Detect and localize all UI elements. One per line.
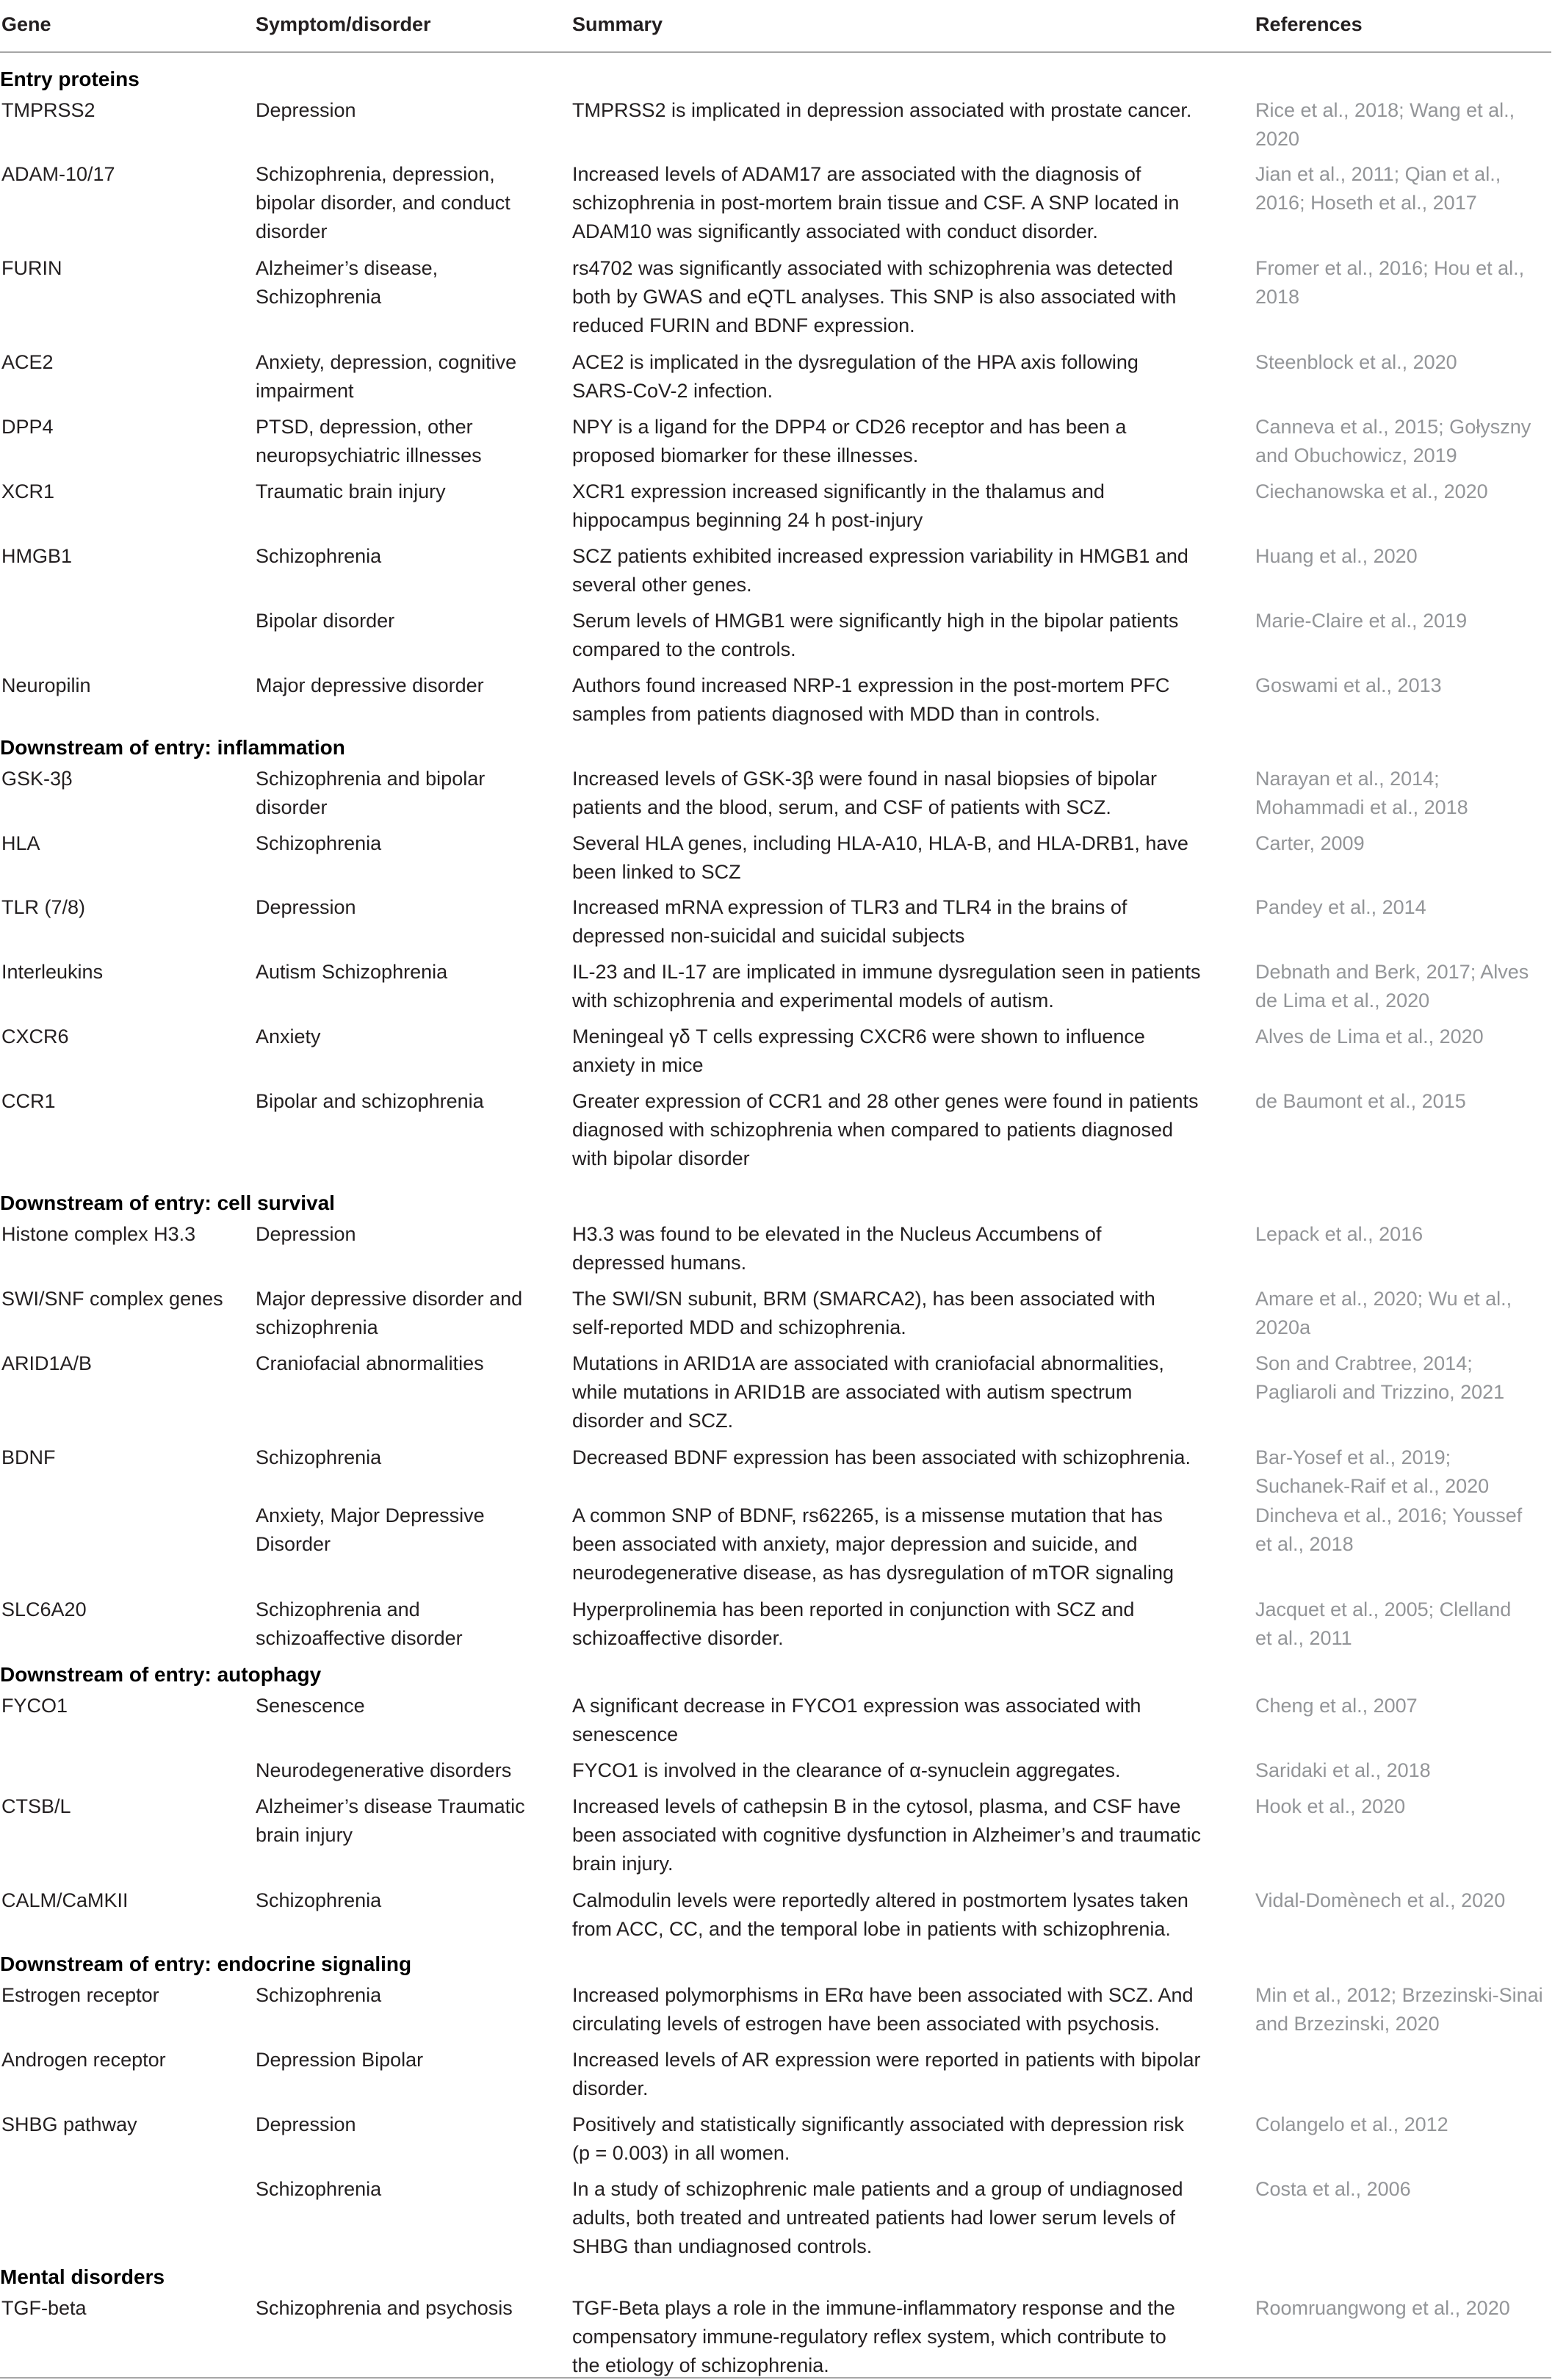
symptom-line: bipolar disorder, and conduct (256, 192, 510, 214)
summary-cell (572, 477, 1233, 535)
summary-line: H3.3 was found to be elevated in the Nucleus Accumbens of (572, 1223, 1102, 1245)
gene-line: Interleukins (1, 961, 104, 983)
references-cell (1255, 1886, 1549, 1915)
references-cell (1255, 1792, 1549, 1821)
symptom-cell (256, 958, 549, 987)
summary-line: TGF-Beta plays a role in the immune-inflammatory response and the (572, 2297, 1175, 2319)
symptom-line: Schizophrenia (256, 1446, 382, 1468)
symptom-cell (256, 1981, 549, 2010)
references-line: Lepack et al., 2016 (1255, 1223, 1424, 1245)
gene-line: ARID1A/B (1, 1352, 93, 1374)
references-cell (1255, 1023, 1549, 1051)
references-cell (1255, 2110, 1549, 2139)
gene-line: CALM/CaMKII (1, 1889, 129, 1911)
summary-cell (572, 1285, 1233, 1342)
summary-line: been linked to SCZ (572, 861, 741, 883)
symptom-cell (256, 1285, 549, 1342)
references-line: Ciechanowska et al., 2020 (1255, 480, 1488, 502)
symptom-line: PTSD, depression, other (256, 416, 473, 438)
symptom-cell (256, 2046, 549, 2074)
symptom-line: Bipolar disorder (256, 610, 395, 632)
references-line: Pandey et al., 2014 (1255, 896, 1426, 918)
references-cell (1255, 1443, 1549, 1501)
symptom-cell (256, 1501, 549, 1559)
summary-line: Several HLA genes, including HLA-A10, HLA-B, and HLA-DRB1, have (572, 832, 1188, 854)
summary-line: self-reported MDD and schizophrenia. (572, 1316, 906, 1338)
gene-cell (1, 1595, 244, 1624)
summary-line: ACE2 is implicated in the dysregulation of the HPA axis following (572, 351, 1139, 373)
references-cell (1255, 1285, 1549, 1342)
section-heading: Downstream of entry: cell survival (0, 1191, 335, 1214)
symptom-cell (256, 1792, 549, 1850)
summary-line: IL-23 and IL-17 are implicated in immune dysregulation seen in patients (572, 961, 1201, 983)
summary-line: SCZ patients exhibited increased expression variability in HMGB1 and (572, 545, 1188, 567)
gene-line: SHBG pathway (1, 2113, 137, 2135)
references-line: Colangelo et al., 2012 (1255, 2113, 1448, 2135)
summary-line: Increased levels of AR expression were reported in patients with bipolar (572, 2049, 1201, 2071)
symptom-cell (256, 1692, 549, 1720)
gene-cell (1, 671, 244, 700)
summary-cell (572, 1981, 1233, 2038)
summary-cell (572, 1023, 1233, 1080)
symptom-line: schizophrenia (256, 1316, 378, 1338)
symptom-cell (256, 413, 549, 470)
references-cell (1255, 607, 1549, 635)
symptom-line: Major depressive disorder and (256, 1288, 523, 1310)
summary-line: schizophrenia in post-mortem brain tissue and CSF. A SNP located in (572, 192, 1180, 214)
header-summary: Summary (572, 13, 663, 35)
references-line: Jian et al., 2011; Qian et al., (1255, 163, 1501, 185)
references-line: 2020a (1255, 1316, 1311, 1338)
section-heading: Downstream of entry: inflammation (0, 736, 345, 759)
summary-line: Increased levels of cathepsin B in the cytosol, plasma, and CSF have (572, 1795, 1181, 1817)
summary-line: Increased levels of ADAM17 are associated with the diagnosis of (572, 163, 1141, 185)
symptom-line: Alzheimer’s disease, (256, 257, 439, 279)
symptom-line: brain injury (256, 1824, 353, 1846)
summary-line: rs4702 was significantly associated with schizophrenia was detected (572, 257, 1173, 279)
summary-cell (572, 1443, 1233, 1472)
gene-line: FURIN (1, 257, 62, 279)
gene-line: TLR (7/8) (1, 896, 86, 918)
symptom-line: Schizophrenia (256, 1889, 382, 1911)
references-cell (1255, 254, 1549, 311)
summary-line: In a study of schizophrenic male patients and a group of undiagnosed (572, 2178, 1183, 2200)
gene-line: FYCO1 (1, 1695, 68, 1717)
summary-cell (572, 2175, 1233, 2261)
references-line: Canneva et al., 2015; Gołyszny (1255, 416, 1531, 438)
symptom-cell (256, 1756, 549, 1785)
references-line: Vidal-Domènech et al., 2020 (1255, 1889, 1506, 1911)
summary-cell (572, 413, 1233, 470)
gene-cell (1, 1692, 244, 1720)
summary-line: schizoaffective disorder. (572, 1627, 784, 1649)
summary-line: Meningeal γδ T cells expressing CXCR6 were shown to influence (572, 1025, 1145, 1047)
references-cell (1255, 1756, 1549, 1785)
summary-cell (572, 1692, 1233, 1749)
symptom-line: Schizophrenia (256, 832, 382, 854)
summary-line: patients and the blood, serum, and CSF of patients with SCZ. (572, 796, 1111, 818)
references-cell (1255, 160, 1549, 217)
gene-cell (1, 1981, 244, 2010)
symptom-line: Traumatic brain injury (256, 480, 446, 502)
symptom-line: Depression (256, 896, 356, 918)
gene-line: XCR1 (1, 480, 55, 502)
summary-cell (572, 254, 1233, 340)
references-line: Cheng et al., 2007 (1255, 1695, 1418, 1717)
gene-line: ADAM-10/17 (1, 163, 115, 185)
symptom-cell (256, 2110, 549, 2139)
summary-line: diagnosed with schizophrenia when compared to patients diagnosed (572, 1119, 1174, 1141)
symptom-line: Disorder (256, 1533, 331, 1555)
symptom-line: Schizophrenia and psychosis (256, 2297, 513, 2319)
summary-line: ADAM10 was significantly associated with conduct disorder. (572, 220, 1098, 242)
summary-cell (572, 1886, 1233, 1944)
section-heading: Entry proteins (0, 68, 140, 90)
references-line: and Brzezinski, 2020 (1255, 2013, 1440, 2035)
symptom-line: Schizophrenia (256, 545, 382, 567)
symptom-line: Senescence (256, 1695, 365, 1717)
references-line: 2016; Hoseth et al., 2017 (1255, 192, 1477, 214)
summary-line: neurodegenerative disease, as has dysregulation of mTOR signaling (572, 1562, 1174, 1584)
references-cell (1255, 413, 1549, 470)
symptom-line: Schizophrenia (256, 286, 382, 308)
summary-line: A significant decrease in FYCO1 expression was associated with (572, 1695, 1141, 1717)
table-bottom-rule (0, 2377, 1551, 2379)
table-header-row (0, 0, 1551, 53)
symptom-cell (256, 893, 549, 922)
gene-line: Neuropilin (1, 674, 91, 696)
summary-line: brain injury. (572, 1853, 674, 1875)
summary-line: with schizophrenia and experimental models of autism. (572, 989, 1054, 1012)
symptom-line: disorder (256, 796, 328, 818)
summary-line: TMPRSS2 is implicated in depression associated with prostate cancer. (572, 99, 1192, 121)
gene-cell (1, 96, 244, 125)
references-line: Fromer et al., 2016; Hou et al., (1255, 257, 1525, 279)
references-cell (1255, 1981, 1549, 2038)
symptom-line: Autism Schizophrenia (256, 961, 448, 983)
gene-cell (1, 1349, 244, 1378)
section-heading: Downstream of entry: endocrine signaling (0, 1952, 412, 1975)
summary-cell (572, 1220, 1233, 1277)
summary-cell (572, 348, 1233, 405)
symptom-line: Bipolar and schizophrenia (256, 1090, 484, 1112)
summary-line: senescence (572, 1723, 679, 1745)
section-heading: Downstream of entry: autophagy (0, 1663, 322, 1686)
summary-line: Increased levels of GSK-3β were found in nasal biopsies of bipolar (572, 768, 1157, 790)
references-line: Hook et al., 2020 (1255, 1795, 1406, 1817)
references-cell (1255, 1220, 1549, 1249)
summary-line: Positively and statistically significantly associated with depression risk (572, 2113, 1184, 2135)
symptom-cell (256, 348, 549, 405)
references-line: Alves de Lima et al., 2020 (1255, 1025, 1484, 1047)
symptom-line: Anxiety, depression, cognitive (256, 351, 517, 373)
summary-cell (572, 1595, 1233, 1653)
references-line: Bar-Yosef et al., 2019; (1255, 1446, 1451, 1468)
summary-line: Increased polymorphisms in ERα have been associated with SCZ. And (572, 1984, 1194, 2006)
summary-line: several other genes. (572, 574, 752, 596)
gene-line: HLA (1, 832, 40, 854)
gene-cell (1, 893, 244, 922)
gene-cell (1, 1087, 244, 1116)
references-line: Carter, 2009 (1255, 832, 1365, 854)
references-line: et al., 2011 (1255, 1627, 1352, 1649)
gene-cell (1, 348, 244, 377)
symptom-cell (256, 1220, 549, 1249)
symptom-line: schizoaffective disorder (256, 1627, 463, 1649)
gene-cell (1, 1023, 244, 1051)
symptom-cell (256, 1087, 549, 1116)
header-gene: Gene (1, 13, 51, 35)
references-line: Saridaki et al., 2018 (1255, 1759, 1431, 1781)
gene-cell (1, 254, 244, 283)
gene-cell (1, 160, 244, 189)
references-cell (1255, 829, 1549, 858)
references-cell (1255, 2175, 1549, 2204)
references-cell (1255, 477, 1549, 506)
summary-cell (572, 607, 1233, 664)
summary-cell (572, 1349, 1233, 1435)
gene-line: TGF-beta (1, 2297, 87, 2319)
gene-line: HMGB1 (1, 545, 73, 567)
symptom-cell (256, 96, 549, 125)
summary-line: both by GWAS and eQTL analyses. This SNP is also associated with (572, 286, 1177, 308)
symptom-line: Schizophrenia and (256, 1598, 420, 1620)
summary-line: hippocampus beginning 24 h post-injury (572, 509, 923, 531)
symptom-cell (256, 2175, 549, 2204)
references-line: Steenblock et al., 2020 (1255, 351, 1457, 373)
summary-line: with bipolar disorder (572, 1147, 750, 1169)
symptom-cell (256, 477, 549, 506)
references-line: Jacquet et al., 2005; Clelland (1255, 1598, 1512, 1620)
symptom-line: Depression (256, 2113, 356, 2135)
gene-line: SLC6A20 (1, 1598, 87, 1620)
gene-line: Estrogen receptor (1, 1984, 159, 2006)
references-cell (1255, 96, 1549, 154)
gene-line: GSK-3β (1, 768, 73, 790)
summary-line: been associated with cognitive dysfunction in Alzheimer’s and traumatic (572, 1824, 1201, 1846)
references-cell (1255, 542, 1549, 571)
summary-line: samples from patients diagnosed with MDD than in controls. (572, 703, 1100, 725)
summary-line: adults, both treated and untreated patients had lower serum levels of (572, 2207, 1176, 2229)
summary-cell (572, 765, 1233, 822)
gene-line: Histone complex H3.3 (1, 1223, 196, 1245)
summary-line: while mutations in ARID1B are associated with autism spectrum (572, 1381, 1133, 1403)
summary-line: Serum levels of HMGB1 were significantly high in the bipolar patients (572, 610, 1179, 632)
summary-line: circulating levels of estrogen have been associated with psychosis. (572, 2013, 1160, 2035)
symptom-cell (256, 1443, 549, 1472)
references-cell (1255, 2294, 1549, 2323)
symptom-line: Neurodegenerative disorders (256, 1759, 512, 1781)
references-cell (1255, 958, 1549, 1015)
gene-line: CTSB/L (1, 1795, 71, 1817)
references-line: Marie-Claire et al., 2019 (1255, 610, 1468, 632)
summary-line: Hyperprolinemia has been reported in conjunction with SCZ and (572, 1598, 1135, 1620)
symptom-cell (256, 765, 549, 822)
symptom-line: Depression (256, 99, 356, 121)
summary-line: depressed humans. (572, 1252, 747, 1274)
gene-cell (1, 413, 244, 441)
references-line: Narayan et al., 2014; (1255, 768, 1440, 790)
symptom-line: Alzheimer’s disease Traumatic (256, 1795, 525, 1817)
references-line: Son and Crabtree, 2014; (1255, 1352, 1473, 1374)
symptom-line: Schizophrenia and bipolar (256, 768, 486, 790)
references-line: Amare et al., 2020; Wu et al., (1255, 1288, 1512, 1310)
symptom-cell (256, 542, 549, 571)
references-line: Debnath and Berk, 2017; Alves (1255, 961, 1529, 983)
symptom-cell (256, 1886, 549, 1915)
gene-cell (1, 1886, 244, 1915)
symptom-line: neuropsychiatric illnesses (256, 444, 482, 466)
references-line: Costa et al., 2006 (1255, 2178, 1411, 2200)
summary-line: NPY is a ligand for the DPP4 or CD26 receptor and has been a (572, 416, 1127, 438)
symptom-line: Schizophrenia (256, 1984, 382, 2006)
summary-line: depressed non-suicidal and suicidal subjects (572, 925, 965, 947)
summary-line: reduced FURIN and BDNF expression. (572, 314, 915, 336)
summary-line: anxiety in mice (572, 1054, 704, 1076)
symptom-line: Schizophrenia, depression, (256, 163, 495, 185)
summary-cell (572, 160, 1233, 246)
summary-line: XCR1 expression increased significantly in the thalamus and (572, 480, 1105, 502)
gene-cell (1, 1443, 244, 1472)
symptom-line: Depression Bipolar (256, 2049, 424, 2071)
references-cell (1255, 893, 1549, 922)
summary-line: SHBG than undiagnosed controls. (572, 2235, 873, 2257)
gene-line: CXCR6 (1, 1025, 69, 1047)
gene-cell (1, 2046, 244, 2074)
section-heading: Mental disorders (0, 2265, 165, 2288)
references-line: Huang et al., 2020 (1255, 545, 1418, 567)
references-line: Mohammadi et al., 2018 (1255, 796, 1468, 818)
gene-cell (1, 1792, 244, 1821)
summary-line: Greater expression of CCR1 and 28 other genes were found in patients (572, 1090, 1199, 1112)
gene-cell (1, 477, 244, 506)
gene-cell (1, 765, 244, 793)
summary-cell (572, 2046, 1233, 2103)
summary-line: proposed biomarker for these illnesses. (572, 444, 919, 466)
summary-line: Calmodulin levels were reportedly altered in postmortem lysates taken (572, 1889, 1188, 1911)
gene-line: TMPRSS2 (1, 99, 95, 121)
summary-line: SARS-CoV-2 infection. (572, 380, 773, 402)
references-line: Rice et al., 2018; Wang et al., (1255, 99, 1515, 121)
symptom-cell (256, 671, 549, 700)
gene-cell (1, 829, 244, 858)
summary-line: Authors found increased NRP-1 expression in the post-mortem PFC (572, 674, 1170, 696)
summary-cell (572, 958, 1233, 1015)
summary-line: the etiology of schizophrenia. (572, 2354, 829, 2376)
gene-cell (1, 1285, 244, 1313)
gene-cell (1, 958, 244, 987)
references-line: Pagliaroli and Trizzino, 2021 (1255, 1381, 1505, 1403)
references-cell (1255, 765, 1549, 822)
gene-line: SWI/SNF complex genes (1, 1288, 223, 1310)
symptom-line: Anxiety, Major Depressive (256, 1504, 485, 1526)
gene-cell (1, 2110, 244, 2139)
references-line: de Baumont et al., 2015 (1255, 1090, 1466, 1112)
symptom-cell (256, 2294, 549, 2323)
header-symptom: Symptom/disorder (256, 13, 431, 35)
references-cell (1255, 1087, 1549, 1116)
references-cell (1255, 1595, 1549, 1653)
references-line: Goswami et al., 2013 (1255, 674, 1442, 696)
references-line: 2018 (1255, 286, 1300, 308)
summary-line: compensatory immune-regulatory reflex system, which contribute to (572, 2326, 1166, 2348)
gene-line: ACE2 (1, 351, 54, 373)
references-line: et al., 2018 (1255, 1533, 1354, 1555)
references-line: Suchanek-Raif et al., 2020 (1255, 1475, 1490, 1497)
symptom-line: Anxiety (256, 1025, 321, 1047)
summary-line: (p = 0.003) in all women. (572, 2142, 790, 2164)
symptom-cell (256, 254, 549, 311)
summary-line: Increased mRNA expression of TLR3 and TLR4 in the brains of (572, 896, 1127, 918)
gene-line: BDNF (1, 1446, 56, 1468)
summary-cell (572, 829, 1233, 887)
references-line: and Obuchowicz, 2019 (1255, 444, 1457, 466)
summary-cell (572, 2110, 1233, 2168)
references-line: Roomruangwong et al., 2020 (1255, 2297, 1510, 2319)
references-cell (1255, 671, 1549, 700)
symptom-line: Depression (256, 1223, 356, 1245)
summary-line: Decreased BDNF expression has been associated with schizophrenia. (572, 1446, 1191, 1468)
summary-cell (572, 96, 1233, 125)
symptom-cell (256, 829, 549, 858)
summary-cell (572, 1087, 1233, 1173)
gene-line: Androgen receptor (1, 2049, 166, 2071)
summary-cell (572, 893, 1233, 951)
references-cell (1255, 1692, 1549, 1720)
summary-line: The SWI/SN subunit, BRM (SMARCA2), has been associated with (572, 1288, 1155, 1310)
symptom-cell (256, 1595, 549, 1653)
symptom-cell (256, 160, 549, 246)
summary-line: disorder and SCZ. (572, 1410, 734, 1432)
references-cell (1255, 1349, 1549, 1407)
references-line: Min et al., 2012; Brzezinski-Sinai (1255, 1984, 1543, 2006)
gene-cell (1, 2294, 244, 2323)
summary-line: from ACC, CC, and the temporal lobe in patients with schizophrenia. (572, 1918, 1171, 1940)
summary-line: A common SNP of BDNF, rs62265, is a missense mutation that has (572, 1504, 1163, 1526)
summary-line: disorder. (572, 2077, 649, 2099)
references-cell (1255, 348, 1549, 377)
summary-cell (572, 1756, 1233, 1785)
references-cell (1255, 1501, 1549, 1559)
summary-line: FYCO1 is involved in the clearance of α-synuclein aggregates. (572, 1759, 1121, 1781)
summary-cell (572, 2294, 1233, 2380)
references-line: Dincheva et al., 2016; Youssef (1255, 1504, 1523, 1526)
gene-cell (1, 542, 244, 571)
references-line: de Lima et al., 2020 (1255, 989, 1430, 1012)
summary-cell (572, 1501, 1233, 1587)
symptom-cell (256, 1349, 549, 1378)
symptom-cell (256, 607, 549, 635)
summary-cell (572, 671, 1233, 729)
symptom-line: Major depressive disorder (256, 674, 484, 696)
summary-cell (572, 542, 1233, 599)
summary-line: compared to the controls. (572, 638, 796, 660)
symptom-line: Craniofacial abnormalities (256, 1352, 484, 1374)
symptom-line: disorder (256, 220, 328, 242)
summary-cell (572, 1792, 1233, 1878)
gene-line: CCR1 (1, 1090, 56, 1112)
symptom-line: impairment (256, 380, 354, 402)
summary-line: Mutations in ARID1A are associated with craniofacial abnormalities, (572, 1352, 1164, 1374)
symptom-cell (256, 1023, 549, 1051)
summary-line: been associated with anxiety, major depression and suicide, and (572, 1533, 1138, 1555)
gene-cell (1, 1220, 244, 1249)
header-references: References (1255, 13, 1363, 35)
gene-line: DPP4 (1, 416, 54, 438)
references-line: 2020 (1255, 128, 1300, 150)
symptom-line: Schizophrenia (256, 2178, 382, 2200)
